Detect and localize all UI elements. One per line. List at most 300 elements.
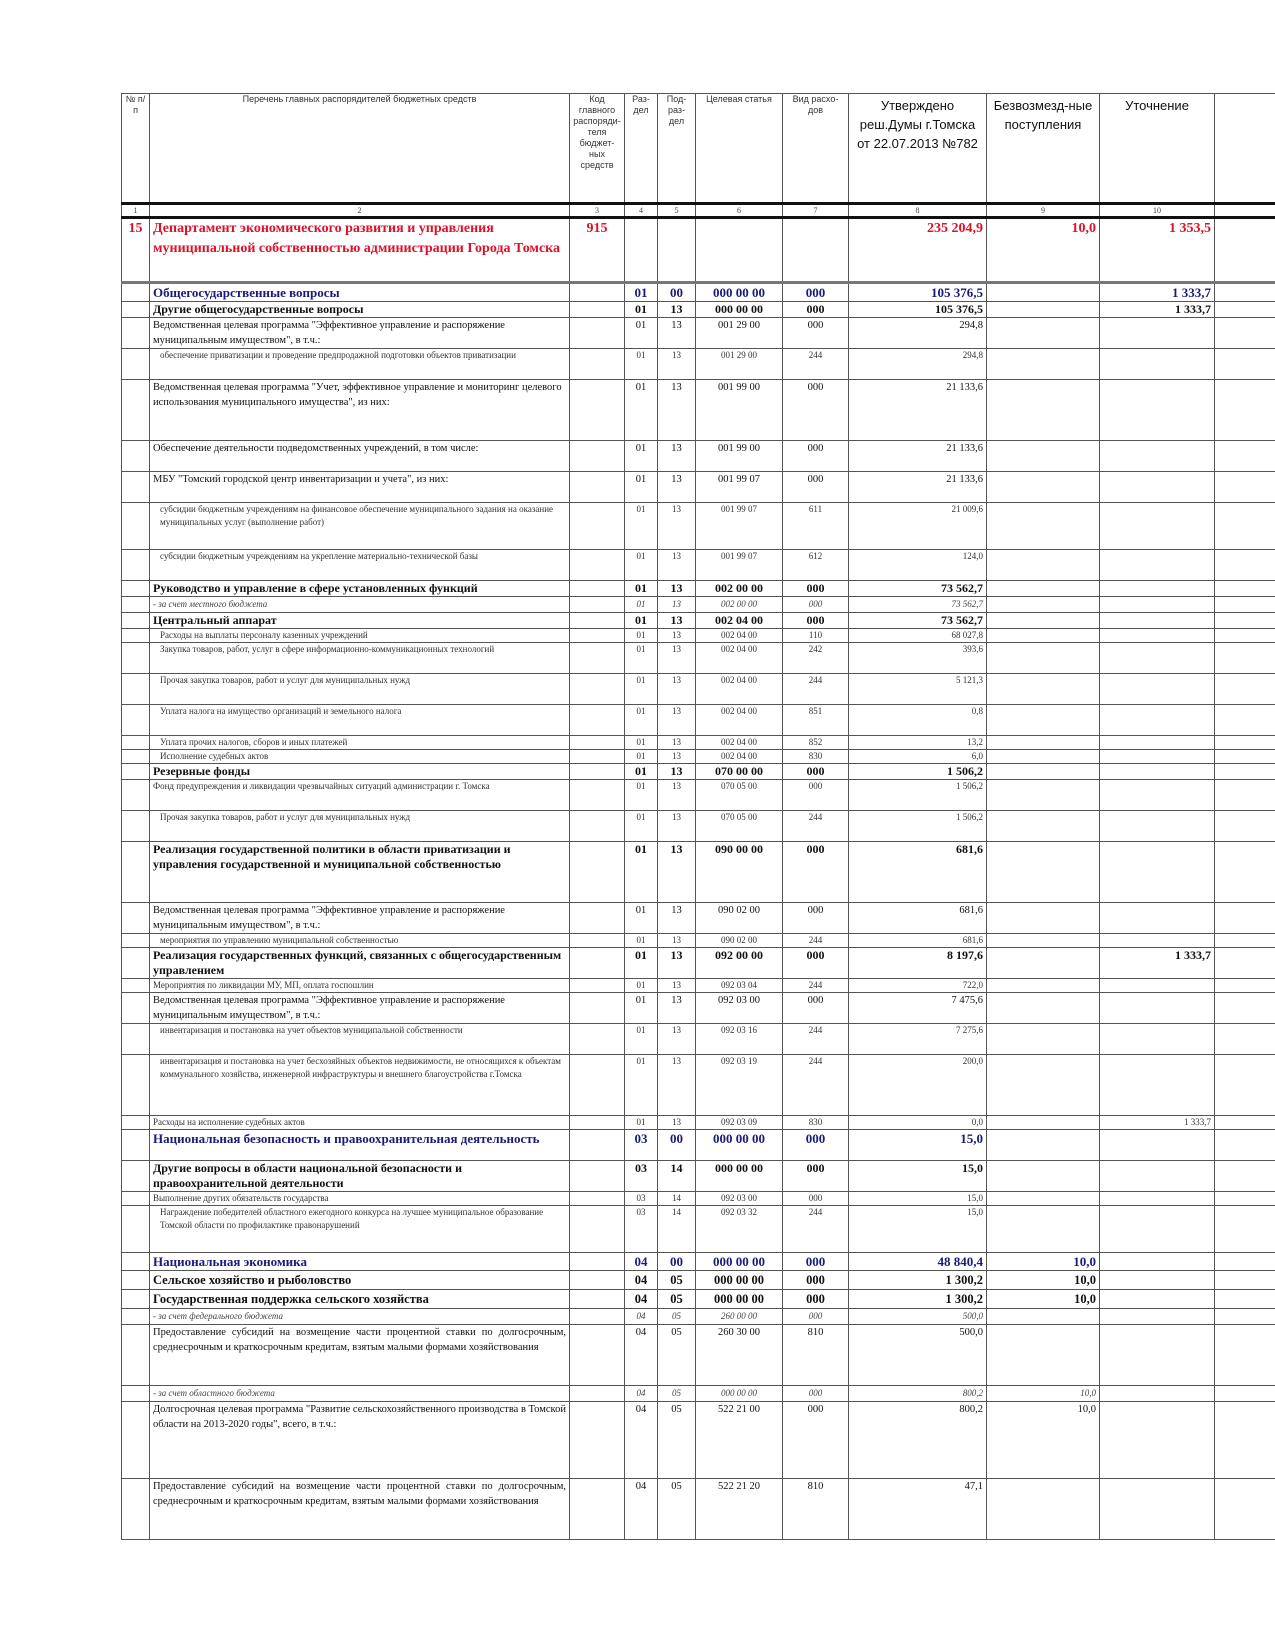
approved-amount: 6,0 <box>849 750 987 764</box>
budget-document <box>121 93 1275 1540</box>
table-row <box>122 842 1275 903</box>
target-article <box>696 218 783 283</box>
expense-type: 244 <box>783 811 849 842</box>
target-article: 001 29 00 <box>696 349 783 380</box>
section-code: 03 <box>625 1206 658 1253</box>
row-number <box>122 1116 150 1130</box>
refinement-amount <box>1100 1024 1215 1055</box>
free-receipts-amount <box>987 643 1100 674</box>
subsection-code: 13 <box>658 934 696 948</box>
table-row <box>122 597 1275 613</box>
expense-type: 000 <box>783 993 849 1024</box>
recipient-code <box>570 550 625 581</box>
expense-type: 000 <box>783 1192 849 1206</box>
extra-column-cell <box>1215 1192 1275 1206</box>
free-receipts-amount <box>987 581 1100 597</box>
subsection-code: 05 <box>658 1309 696 1325</box>
target-article: 090 00 00 <box>696 842 783 903</box>
section-code: 04 <box>625 1271 658 1290</box>
subsection-code: 14 <box>658 1192 696 1206</box>
extra-column-cell <box>1215 993 1275 1024</box>
row-name: Мероприятия по ликвидации МУ, МП, оплата госпошлин <box>150 979 570 993</box>
recipient-code <box>570 842 625 903</box>
expense-type: 242 <box>783 643 849 674</box>
expense-type: 852 <box>783 736 849 750</box>
table-header <box>122 94 1275 204</box>
expense-type: 810 <box>783 1325 849 1386</box>
extra-column-cell <box>1215 283 1275 302</box>
recipient-code <box>570 811 625 842</box>
section-code: 01 <box>625 581 658 597</box>
table-row <box>122 705 1275 736</box>
refinement-amount <box>1100 979 1215 993</box>
extra-column-cell <box>1215 581 1275 597</box>
table-row <box>122 613 1275 629</box>
target-article: 092 03 19 <box>696 1055 783 1116</box>
expense-type: 244 <box>783 1055 849 1116</box>
recipient-code <box>570 380 625 441</box>
row-number <box>122 302 150 318</box>
table-row <box>122 780 1275 811</box>
target-article: 001 99 07 <box>696 472 783 503</box>
row-number <box>122 472 150 503</box>
subsection-code: 13 <box>658 503 696 550</box>
row-name: Руководство и управление в сфере установленных функций <box>150 581 570 597</box>
approved-amount: 21 133,6 <box>849 472 987 503</box>
extra-column-cell <box>1215 1130 1275 1161</box>
table-row <box>122 979 1275 993</box>
refinement-amount <box>1100 581 1215 597</box>
subsection-code: 13 <box>658 948 696 979</box>
column-number: 7 <box>783 204 849 218</box>
approved-amount: 7 475,6 <box>849 993 987 1024</box>
section-code: 01 <box>625 1024 658 1055</box>
target-article: 002 04 00 <box>696 643 783 674</box>
target-article: 002 04 00 <box>696 705 783 736</box>
row-name: Другие общегосударственные вопросы <box>150 302 570 318</box>
free-receipts-amount <box>987 948 1100 979</box>
target-article: 000 00 00 <box>696 302 783 318</box>
refinement-amount <box>1100 1130 1215 1161</box>
subsection-code: 13 <box>658 705 696 736</box>
subsection-code: 05 <box>658 1271 696 1290</box>
row-number <box>122 629 150 643</box>
free-receipts-amount: 10,0 <box>987 1290 1100 1309</box>
row-number <box>122 948 150 979</box>
refinement-amount <box>1100 1192 1215 1206</box>
row-number <box>122 705 150 736</box>
target-article: 070 00 00 <box>696 764 783 780</box>
target-article: 092 00 00 <box>696 948 783 979</box>
free-receipts-amount <box>987 1024 1100 1055</box>
row-number <box>122 780 150 811</box>
recipient-code <box>570 1402 625 1479</box>
row-name: Национальная экономика <box>150 1253 570 1271</box>
approved-amount: 5 121,3 <box>849 674 987 705</box>
refinement-amount <box>1100 764 1215 780</box>
row-name: - за счет местного бюджета <box>150 597 570 613</box>
extra-column-cell <box>1215 1206 1275 1253</box>
free-receipts-amount <box>987 1325 1100 1386</box>
target-article: 092 03 00 <box>696 993 783 1024</box>
row-number: 15 <box>122 218 150 283</box>
target-article: 000 00 00 <box>696 1386 783 1402</box>
approved-amount: 21 133,6 <box>849 380 987 441</box>
section-code: 04 <box>625 1402 658 1479</box>
subsection-code: 13 <box>658 993 696 1024</box>
target-article: 002 04 00 <box>696 613 783 629</box>
table-row <box>122 581 1275 597</box>
refinement-amount <box>1100 1386 1215 1402</box>
row-name: Государственная поддержка сельского хозяйства <box>150 1290 570 1309</box>
approved-amount: 1 300,2 <box>849 1290 987 1309</box>
extra-column-cell <box>1215 1325 1275 1386</box>
extra-column-cell <box>1215 780 1275 811</box>
row-name: Ведомственная целевая программа "Эффективное управление и распоряжение муниципальным имуществом", в т.ч.: <box>150 318 570 349</box>
row-name: Ведомственная целевая программа "Эффективное управление и распоряжение муниципальным имуществом", в т.ч.: <box>150 993 570 1024</box>
target-article: 000 00 00 <box>696 1161 783 1192</box>
expense-type: 000 <box>783 318 849 349</box>
expense-type: 611 <box>783 503 849 550</box>
row-number <box>122 674 150 705</box>
approved-amount: 105 376,5 <box>849 283 987 302</box>
subsection-code: 14 <box>658 1206 696 1253</box>
section-code: 01 <box>625 283 658 302</box>
free-receipts-amount <box>987 750 1100 764</box>
recipient-code <box>570 643 625 674</box>
subsection-code: 13 <box>658 674 696 705</box>
refinement-amount: 1 333,7 <box>1100 283 1215 302</box>
approved-amount: 500,0 <box>849 1309 987 1325</box>
refinement-amount: 1 333,7 <box>1100 1116 1215 1130</box>
row-name: инвентаризация и постановка на учет бесхозяйных объектов недвижимости, не относящихся к объектам коммунального хозяйства, инженерной инфраструктуры и внешнего благоустройства г.Томска <box>150 1055 570 1116</box>
section-code: 01 <box>625 472 658 503</box>
section-code: 01 <box>625 736 658 750</box>
table-row <box>122 441 1275 472</box>
target-article: 000 00 00 <box>696 283 783 302</box>
row-number <box>122 1386 150 1402</box>
free-receipts-amount <box>987 842 1100 903</box>
approved-amount: 1 506,2 <box>849 811 987 842</box>
extra-column-cell <box>1215 1271 1275 1290</box>
free-receipts-amount <box>987 705 1100 736</box>
approved-amount: 0,8 <box>849 705 987 736</box>
subsection-code: 13 <box>658 764 696 780</box>
subsection-code: 05 <box>658 1325 696 1386</box>
column-number: 6 <box>696 204 783 218</box>
extra-column-cell <box>1215 550 1275 581</box>
free-receipts-amount <box>987 472 1100 503</box>
refinement-amount <box>1100 1290 1215 1309</box>
extra-column-cell <box>1215 1309 1275 1325</box>
refinement-amount <box>1100 1161 1215 1192</box>
refinement-amount <box>1100 1325 1215 1386</box>
row-number <box>122 1253 150 1271</box>
table-row <box>122 948 1275 979</box>
section-code: 04 <box>625 1309 658 1325</box>
expense-type: 000 <box>783 1161 849 1192</box>
extra-column-cell <box>1215 1161 1275 1192</box>
section-code: 01 <box>625 903 658 934</box>
approved-amount: 68 027,8 <box>849 629 987 643</box>
target-article: 092 03 09 <box>696 1116 783 1130</box>
approved-amount: 1 506,2 <box>849 764 987 780</box>
subsection-code: 13 <box>658 380 696 441</box>
extra-column-cell <box>1215 441 1275 472</box>
recipient-code: 915 <box>570 218 625 283</box>
target-article: 001 99 07 <box>696 550 783 581</box>
refinement-amount <box>1100 380 1215 441</box>
free-receipts-amount <box>987 349 1100 380</box>
refinement-amount <box>1100 736 1215 750</box>
row-number <box>122 1024 150 1055</box>
table-row <box>122 550 1275 581</box>
target-article: 002 00 00 <box>696 581 783 597</box>
subsection-code: 00 <box>658 283 696 302</box>
target-article: 002 04 00 <box>696 750 783 764</box>
extra-column-cell <box>1215 472 1275 503</box>
recipient-code <box>570 1479 625 1540</box>
approved-amount: 15,0 <box>849 1192 987 1206</box>
row-name: Центральный аппарат <box>150 613 570 629</box>
row-name: мероприятия по управлению муниципальной собственностью <box>150 934 570 948</box>
free-receipts-amount: 10,0 <box>987 1402 1100 1479</box>
section-code: 01 <box>625 349 658 380</box>
row-name: Долгосрочная целевая программа "Развитие сельскохозяйственного производства в Томской области на 2013-2020 годы", всего, в т.ч.: <box>150 1402 570 1479</box>
free-receipts-amount <box>987 597 1100 613</box>
subsection-code: 05 <box>658 1402 696 1479</box>
expense-type: 000 <box>783 842 849 903</box>
row-name: Реализация государственной политики в области приватизации и управления государственной и муниципальной собственностью <box>150 842 570 903</box>
free-receipts-amount: 10,0 <box>987 1386 1100 1402</box>
target-article: 522 21 00 <box>696 1402 783 1479</box>
recipient-code <box>570 736 625 750</box>
row-name: Ведомственная целевая программа "Эффективное управление и распоряжение муниципальным имуществом", в т.ч.: <box>150 903 570 934</box>
target-article: 001 29 00 <box>696 318 783 349</box>
refinement-amount <box>1100 1309 1215 1325</box>
row-number <box>122 1479 150 1540</box>
table-row <box>122 283 1275 302</box>
table-row <box>122 1206 1275 1253</box>
target-article: 092 03 16 <box>696 1024 783 1055</box>
budget-table <box>121 93 1275 1540</box>
target-article: 092 03 04 <box>696 979 783 993</box>
approved-amount: 0,0 <box>849 1116 987 1130</box>
expense-type: 244 <box>783 934 849 948</box>
refinement-amount: 1 353,5 <box>1100 218 1215 283</box>
refinement-amount <box>1100 811 1215 842</box>
extra-column-cell <box>1215 1479 1275 1540</box>
row-number <box>122 581 150 597</box>
extra-column-cell <box>1215 380 1275 441</box>
extra-column-cell <box>1215 948 1275 979</box>
subsection-code: 13 <box>658 550 696 581</box>
expense-type: 000 <box>783 1271 849 1290</box>
refinement-amount <box>1100 318 1215 349</box>
recipient-code <box>570 283 625 302</box>
section-code: 03 <box>625 1161 658 1192</box>
subsection-code: 05 <box>658 1290 696 1309</box>
subsection-code: 13 <box>658 750 696 764</box>
expense-type: 000 <box>783 302 849 318</box>
expense-type: 000 <box>783 1309 849 1325</box>
column-number <box>1215 204 1275 218</box>
extra-column-cell <box>1215 1386 1275 1402</box>
recipient-code <box>570 903 625 934</box>
target-article: 090 02 00 <box>696 934 783 948</box>
recipient-code <box>570 1116 625 1130</box>
recipient-code <box>570 597 625 613</box>
table-row <box>122 1479 1275 1540</box>
extra-column-cell <box>1215 613 1275 629</box>
free-receipts-amount <box>987 979 1100 993</box>
row-number <box>122 1161 150 1192</box>
approved-amount: 235 204,9 <box>849 218 987 283</box>
row-number <box>122 283 150 302</box>
free-receipts-amount <box>987 811 1100 842</box>
subsection-code: 13 <box>658 629 696 643</box>
approved-amount: 294,8 <box>849 349 987 380</box>
expense-type: 000 <box>783 597 849 613</box>
extra-column-cell <box>1215 705 1275 736</box>
row-number <box>122 1130 150 1161</box>
expense-type: 000 <box>783 1386 849 1402</box>
refinement-amount <box>1100 550 1215 581</box>
recipient-code <box>570 1253 625 1271</box>
subsection-code: 05 <box>658 1479 696 1540</box>
approved-amount: 73 562,7 <box>849 597 987 613</box>
refinement-amount <box>1100 349 1215 380</box>
approved-amount: 15,0 <box>849 1161 987 1192</box>
section-code: 04 <box>625 1386 658 1402</box>
expense-type: 244 <box>783 1206 849 1253</box>
row-number <box>122 1206 150 1253</box>
free-receipts-amount <box>987 1130 1100 1161</box>
target-article: 092 03 00 <box>696 1192 783 1206</box>
expense-type: 110 <box>783 629 849 643</box>
refinement-amount <box>1100 993 1215 1024</box>
column-number-row <box>122 204 1275 218</box>
row-number <box>122 1325 150 1386</box>
subsection-code: 13 <box>658 441 696 472</box>
extra-column-cell <box>1215 503 1275 550</box>
subsection-code: 13 <box>658 811 696 842</box>
expense-type: 830 <box>783 1116 849 1130</box>
free-receipts-amount <box>987 674 1100 705</box>
table-row <box>122 736 1275 750</box>
table-row <box>122 993 1275 1024</box>
approved-amount: 800,2 <box>849 1386 987 1402</box>
table-row <box>122 764 1275 780</box>
expense-type <box>783 218 849 283</box>
header-extra <box>1215 94 1275 204</box>
section-code: 01 <box>625 811 658 842</box>
extra-column-cell <box>1215 318 1275 349</box>
recipient-code <box>570 780 625 811</box>
row-number <box>122 1271 150 1290</box>
target-article: 002 04 00 <box>696 674 783 705</box>
recipient-code <box>570 1055 625 1116</box>
target-article: 000 00 00 <box>696 1290 783 1309</box>
recipient-code <box>570 1192 625 1206</box>
row-number <box>122 597 150 613</box>
subsection-code <box>658 218 696 283</box>
free-receipts-amount: 10,0 <box>987 1253 1100 1271</box>
free-receipts-amount <box>987 613 1100 629</box>
approved-amount: 48 840,4 <box>849 1253 987 1271</box>
table-body <box>122 204 1275 1540</box>
recipient-code <box>570 674 625 705</box>
target-article: 001 99 00 <box>696 441 783 472</box>
subsection-code: 13 <box>658 1055 696 1116</box>
table-row <box>122 1024 1275 1055</box>
refinement-amount <box>1100 503 1215 550</box>
row-number <box>122 503 150 550</box>
recipient-code <box>570 979 625 993</box>
refinement-amount <box>1100 1402 1215 1479</box>
row-number <box>122 1055 150 1116</box>
row-name: Исполнение судебных актов <box>150 750 570 764</box>
refinement-amount <box>1100 674 1215 705</box>
row-number <box>122 643 150 674</box>
recipient-code <box>570 1024 625 1055</box>
row-name: Прочая закупка товаров, работ и услуг для муниципальных нужд <box>150 674 570 705</box>
expense-type: 000 <box>783 903 849 934</box>
expense-type: 244 <box>783 349 849 380</box>
free-receipts-amount <box>987 1116 1100 1130</box>
subsection-code: 05 <box>658 1386 696 1402</box>
section-code: 01 <box>625 441 658 472</box>
row-name: инвентаризация и постановка на учет объектов муниципальной собственности <box>150 1024 570 1055</box>
refinement-amount: 1 333,7 <box>1100 302 1215 318</box>
refinement-amount: 1 333,7 <box>1100 948 1215 979</box>
target-article: 002 00 00 <box>696 597 783 613</box>
table-row <box>122 674 1275 705</box>
target-article: 000 00 00 <box>696 1271 783 1290</box>
row-name: Расходы на исполнение судебных актов <box>150 1116 570 1130</box>
refinement-amount <box>1100 613 1215 629</box>
recipient-code <box>570 629 625 643</box>
extra-column-cell <box>1215 597 1275 613</box>
section-code: 01 <box>625 705 658 736</box>
free-receipts-amount <box>987 629 1100 643</box>
refinement-amount <box>1100 842 1215 903</box>
target-article: 001 99 00 <box>696 380 783 441</box>
free-receipts-amount <box>987 1206 1100 1253</box>
expense-type: 244 <box>783 674 849 705</box>
refinement-amount <box>1100 472 1215 503</box>
section-code: 01 <box>625 613 658 629</box>
approved-amount: 7 275,6 <box>849 1024 987 1055</box>
column-number: 3 <box>570 204 625 218</box>
section-code: 04 <box>625 1253 658 1271</box>
recipient-code <box>570 750 625 764</box>
subsection-code: 13 <box>658 613 696 629</box>
table-row <box>122 349 1275 380</box>
recipient-code <box>570 1130 625 1161</box>
refinement-amount <box>1100 705 1215 736</box>
section-code: 01 <box>625 597 658 613</box>
header-recipient-code: Код главного распоряди-теля бюджет-ных средств <box>570 94 625 204</box>
subsection-code: 13 <box>658 318 696 349</box>
subsection-code: 13 <box>658 472 696 503</box>
free-receipts-amount <box>987 1161 1100 1192</box>
section-code: 01 <box>625 934 658 948</box>
table-row <box>122 643 1275 674</box>
approved-amount: 13,2 <box>849 736 987 750</box>
row-number <box>122 550 150 581</box>
free-receipts-amount <box>987 1309 1100 1325</box>
